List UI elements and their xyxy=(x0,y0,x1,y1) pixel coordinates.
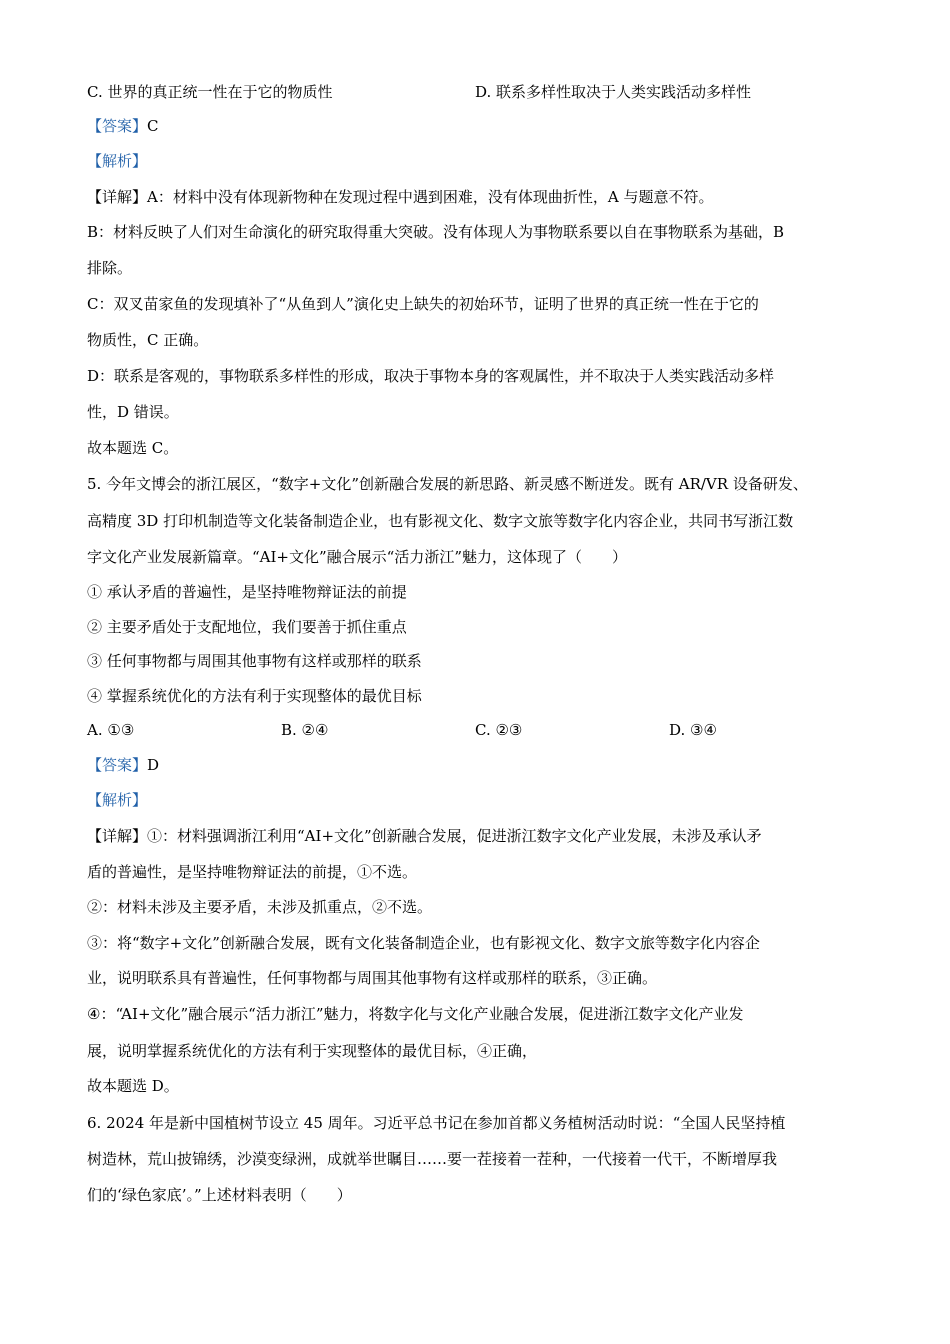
q4-conclusion: 故本题选 C。 xyxy=(87,439,179,457)
q5-detail-line: 【详解】①：材料强调浙江利用“AI+文化”创新融合发展，促进浙江数字文化产业发展，未涉及承认矛 xyxy=(87,827,762,845)
q4-option-c: C. 世界的真正统一性在于它的物质性 xyxy=(87,83,333,101)
q4-detail-line: 【详解】A：材料中没有体现新物种在发现过程中遇到困难，没有体现曲折性，A 与题意不符。 xyxy=(87,188,714,206)
q4-option-d: D. 联系多样性取决于人类实践活动多样性 xyxy=(475,83,752,101)
q5-detail-line: 业，说明联系具有普遍性，任何事物都与周围其他事物有这样或那样的联系，③正确。 xyxy=(87,969,658,987)
q4-detail-line: 物质性，C 正确。 xyxy=(87,331,209,349)
detail-tag: 【详解】 xyxy=(87,188,148,206)
answer-tag: 【答案】 xyxy=(87,117,148,135)
q6-stem-line: 们的‘绿色家底’。”上述材料表明（ ） xyxy=(87,1186,352,1204)
q5-detail-line: 盾的普遍性，是坚持唯物辩证法的前提，①不选。 xyxy=(87,863,418,881)
q5-statement: ④ 掌握系统优化的方法有利于实现整体的最优目标 xyxy=(87,687,422,705)
q5-answer xyxy=(87,755,159,775)
q6-stem-line: 树造林，荒山披锦绣，沙漠变绿洲，成就举世瞩目……要一茬接着一茬种，一代接着一代干，不断增厚我 xyxy=(87,1150,778,1168)
q5-detail-line: ③：将“数字+文化”创新融合发展，既有文化装备制造企业，也有影视文化、数字文旅等数字化内容企 xyxy=(87,934,760,952)
answer-tag: 【答案】 xyxy=(87,756,148,774)
q4-detail-line: 排除。 xyxy=(87,259,133,277)
q5-option-d: D. ③④ xyxy=(669,721,717,739)
q5-detail-line: 展，说明掌握系统优化的方法有利于实现整体的最优目标，④正确， xyxy=(87,1042,538,1060)
answer-value: D xyxy=(147,756,160,774)
q4-detail-line: B：材料反映了人们对生命演化的研究取得重大突破。没有体现人为事物联系要以自在事物联系为基础，B xyxy=(87,223,785,241)
q5-detail-line: ②：材料未涉及主要矛盾，未涉及抓重点，②不选。 xyxy=(87,898,433,916)
q4-answer xyxy=(87,116,159,136)
q5-statement: ① 承认矛盾的普遍性，是坚持唯物辩证法的前提 xyxy=(87,583,407,601)
q5-analysis-tag: 【解析】 xyxy=(87,791,148,809)
q5-option-b: B. ②④ xyxy=(281,721,329,739)
q5-stem-line: 高精度 3D 打印机制造等文化装备制造企业，也有影视文化、数字文旅等数字化内容企业，共同书写浙江数 xyxy=(87,512,794,530)
q5-option-a: A. ①③ xyxy=(87,721,135,739)
q4-analysis-tag: 【解析】 xyxy=(87,152,148,170)
q5-detail-line: ④：“AI+文化”融合展示“活力浙江”魅力，将数字化与文化产业融合发展，促进浙江数字文化产业发 xyxy=(87,1005,744,1023)
q4-detail-line: D：联系是客观的，事物联系多样性的形成，取决于事物本身的客观属性，并不取决于人类实践活动多样 xyxy=(87,367,775,385)
q5-conclusion: 故本题选 D。 xyxy=(87,1077,179,1095)
q6-stem-line: 6. 2024 年是新中国植树节设立 45 周年。习近平总书记在参加首都义务植树活动时说：“全国人民坚持植 xyxy=(87,1114,786,1132)
q5-stem-line: 5. 今年文博会的浙江展区，“数字+文化”创新融合发展的新思路、新灵感不断迸发。既有 AR/VR 设备研发、 xyxy=(87,475,808,493)
answer-value: C xyxy=(147,117,159,135)
q5-stem-line: 字文化产业发展新篇章。“AI+文化”融合展示“活力浙江”魅力，这体现了（ ） xyxy=(87,548,628,566)
q5-statement: ③ 任何事物都与周围其他事物有这样或那样的联系 xyxy=(87,652,422,670)
q4-detail-line: C：双叉苗家鱼的发现填补了“从鱼到人”演化史上缺失的初始环节，证明了世界的真正统一性在于它的 xyxy=(87,295,759,313)
q5-statement: ② 主要矛盾处于支配地位，我们要善于抓住重点 xyxy=(87,618,407,636)
detail-tag: 【详解】 xyxy=(87,827,148,845)
q5-option-c: C. ②③ xyxy=(475,721,523,739)
q4-detail-line: 性，D 错误。 xyxy=(87,403,179,421)
